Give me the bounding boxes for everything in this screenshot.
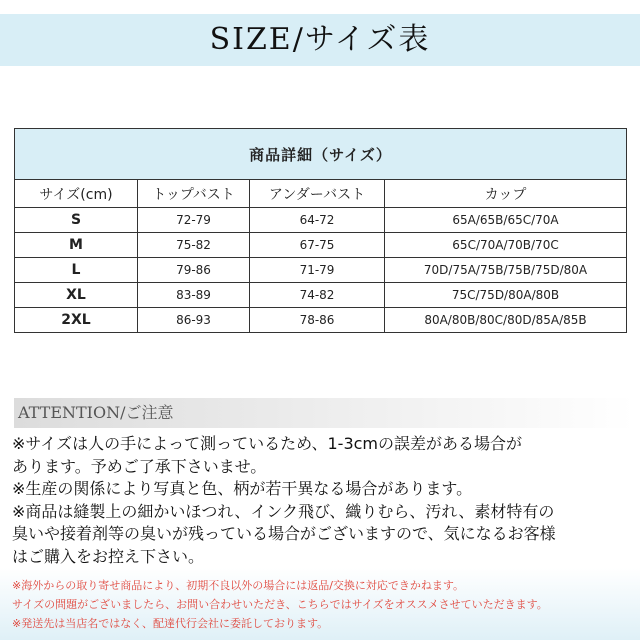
table-row bbox=[15, 208, 627, 233]
size-cell: L bbox=[15, 258, 138, 283]
top-bust-cell: 86-93 bbox=[138, 308, 250, 333]
footer-notes bbox=[12, 576, 548, 633]
size-table bbox=[14, 128, 627, 333]
footer-line: ※海外からの取り寄せ商品により、初期不良以外の場合には返品/交換に対応できかねます。 bbox=[12, 579, 465, 592]
footer-line: サイズの問題がございましたら、お問い合わせいただき、こちらではサイズをオススメさせていただきます。 bbox=[12, 598, 548, 611]
attention-heading: ATTENTION/ご注意 bbox=[18, 403, 174, 422]
header-under-bust: アンダーバスト bbox=[250, 180, 385, 208]
note-line: ※生産の関係により写真と色、柄が若干異なる場合があります。 bbox=[12, 479, 473, 498]
top-bust-cell: 79-86 bbox=[138, 258, 250, 283]
table-caption: 商品詳細（サイズ） bbox=[15, 129, 627, 180]
size-cell: S bbox=[15, 208, 138, 233]
header-cup: カップ bbox=[385, 180, 627, 208]
under-bust-cell: 74-82 bbox=[250, 283, 385, 308]
note-line: はご購入をお控え下さい。 bbox=[12, 546, 205, 566]
footer-line: ※発送先は当店名ではなく、配達代行会社に委託しております。 bbox=[12, 617, 329, 630]
under-bust-cell: 67-75 bbox=[250, 233, 385, 258]
table-row bbox=[15, 233, 627, 258]
header-top-bust: トップバスト bbox=[138, 180, 250, 208]
size-cell: 2XL bbox=[15, 308, 138, 333]
cup-cell: 70D/75A/75B/75B/75D/80A bbox=[385, 258, 627, 283]
size-cell: M bbox=[15, 233, 138, 258]
under-bust-cell: 78-86 bbox=[250, 308, 385, 333]
note-line: あります。予めご了承下さいませ。 bbox=[12, 456, 267, 476]
note-line: 臭いや接着剤等の臭いが残っている場合がございますので、気になるお客様 bbox=[12, 524, 556, 543]
header-size: サイズ(cm) bbox=[15, 180, 138, 208]
note-line: ※商品は縫製上の細かいほつれ、インク飛び、織りむら、汚れ、素材特有の bbox=[12, 501, 555, 521]
under-bust-cell: 71-79 bbox=[250, 258, 385, 283]
cup-cell: 65C/70A/70B/70C bbox=[385, 233, 627, 258]
note-line: ※サイズは人の手によって測っているため、1-3cmの誤差がある場合が bbox=[12, 434, 523, 453]
page-title: SIZE/サイズ表 bbox=[209, 22, 431, 57]
top-bust-cell: 83-89 bbox=[138, 283, 250, 308]
under-bust-cell: 64-72 bbox=[250, 208, 385, 233]
size-cell: XL bbox=[15, 283, 138, 308]
table-row bbox=[15, 308, 627, 333]
cup-cell: 75C/75D/80A/80B bbox=[385, 283, 627, 308]
table-row bbox=[15, 258, 627, 283]
top-bust-cell: 75-82 bbox=[138, 233, 250, 258]
attention-notes bbox=[12, 433, 630, 568]
cup-cell: 80A/80B/80C/80D/85A/85B bbox=[385, 308, 627, 333]
cup-cell: 65A/65B/65C/70A bbox=[385, 208, 627, 233]
top-bust-cell: 72-79 bbox=[138, 208, 250, 233]
table-row bbox=[15, 283, 627, 308]
